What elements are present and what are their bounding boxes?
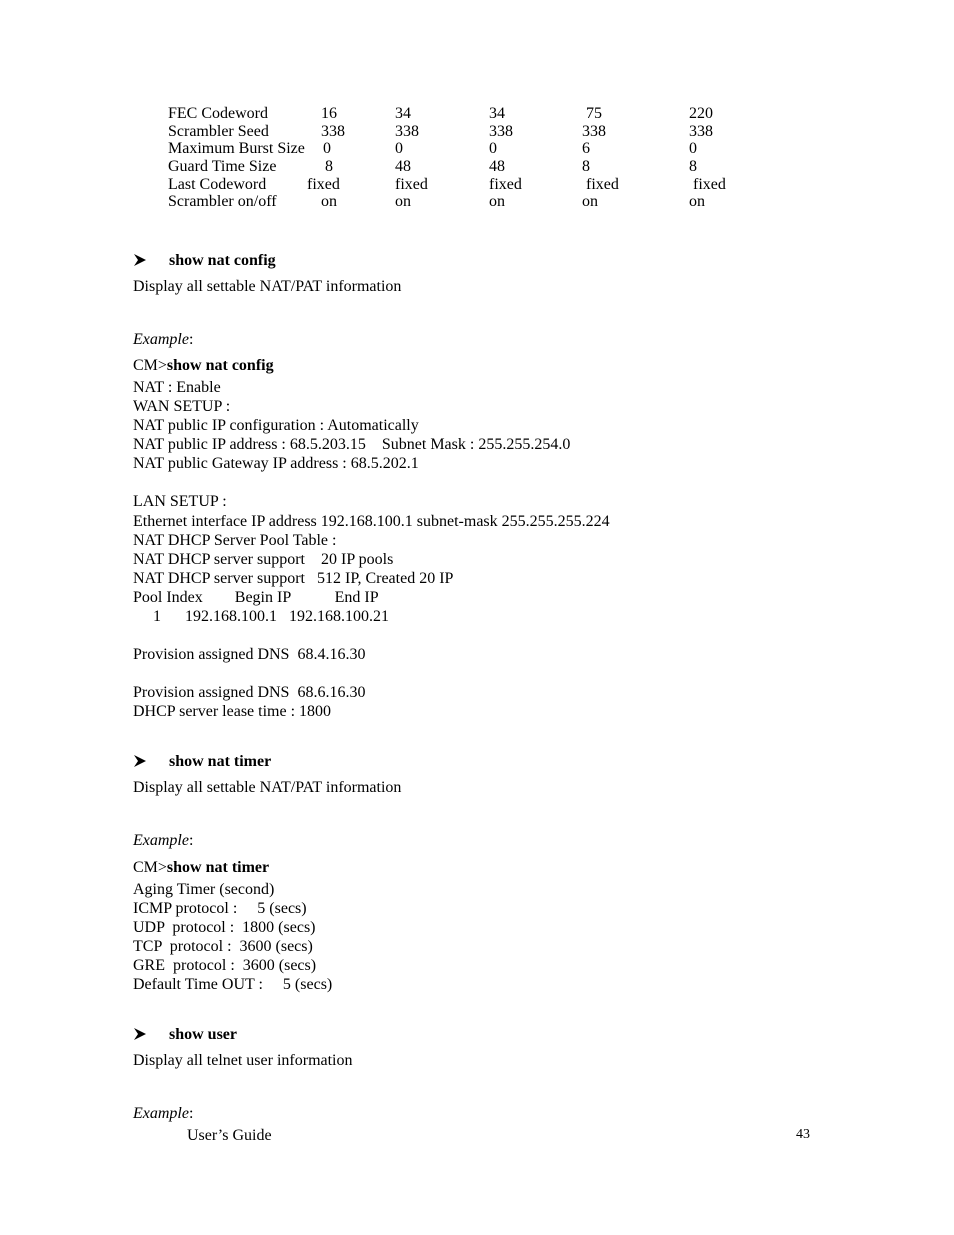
cell-value: on	[489, 193, 505, 210]
cell-value: 34	[395, 105, 411, 122]
example-label-line: Example:	[133, 331, 194, 348]
command-line	[133, 356, 274, 375]
cell-value: 0	[689, 140, 697, 157]
output-line: UDP protocol : 1800 (secs)	[133, 919, 316, 936]
row-label: Maximum Burst Size	[168, 140, 305, 157]
arrow-bullet-icon	[133, 252, 147, 268]
output-line: NAT DHCP Server Pool Table :	[133, 532, 337, 549]
output-line: NAT public Gateway IP address : 68.5.202.1	[133, 455, 419, 472]
cell-value: 0	[489, 140, 497, 157]
section-description: Display all telnet user information	[133, 1052, 353, 1069]
command-line	[133, 858, 269, 877]
section-heading: show nat config	[169, 252, 276, 269]
footer-title: User’s Guide	[187, 1127, 272, 1144]
row-label: Last Codeword	[168, 176, 267, 193]
cli-prompt: CM>	[133, 357, 167, 374]
output-line: 1 192.168.100.1 192.168.100.21	[133, 608, 389, 625]
cell-value: fixed	[586, 176, 619, 193]
output-line: TCP protocol : 3600 (secs)	[133, 938, 313, 955]
section-heading: show user	[169, 1026, 238, 1043]
output-line: NAT DHCP server support 20 IP pools	[133, 551, 394, 568]
output-line: NAT public IP configuration : Automatically	[133, 417, 419, 434]
output-line: Provision assigned DNS 68.4.16.30	[133, 646, 366, 663]
cell-value: on	[689, 193, 705, 210]
cell-value: 0	[395, 140, 403, 157]
table-row	[168, 157, 768, 175]
cell-value: 34	[489, 105, 505, 122]
cell-value: fixed	[693, 176, 726, 193]
cell-value: 6	[582, 140, 590, 157]
cell-value: 338	[489, 123, 513, 140]
cell-value: 0	[323, 140, 331, 157]
output-line: Ethernet interface IP address 192.168.100.1 subnet-mask 255.255.255.224	[133, 513, 610, 530]
table-row	[168, 175, 768, 193]
cell-value: 8	[689, 158, 697, 175]
output-line: NAT DHCP server support 512 IP, Created 20 IP	[133, 570, 454, 587]
cell-value: 338	[689, 123, 713, 140]
output-line: NAT : Enable	[133, 379, 221, 396]
output-line: DHCP server lease time : 1800	[133, 703, 332, 720]
cell-value: on	[321, 193, 337, 210]
example-label-line: Example:	[133, 1105, 194, 1122]
cell-value: fixed	[489, 176, 522, 193]
table-row	[168, 139, 768, 157]
cell-value: on	[582, 193, 598, 210]
output-line: WAN SETUP :	[133, 398, 231, 415]
cell-value: 8	[582, 158, 590, 175]
example-label: Example	[133, 331, 189, 348]
cell-value: fixed	[307, 176, 340, 193]
output-line: NAT public IP address : 68.5.203.15 Subnet Mask : 255.255.254.0	[133, 436, 571, 453]
row-label: Scrambler on/off	[168, 193, 277, 210]
cell-value: 338	[395, 123, 419, 140]
row-label: Scrambler Seed	[168, 123, 269, 140]
arrow-bullet-icon	[133, 753, 147, 769]
cell-value: 75	[586, 105, 602, 122]
cell-value: 8	[325, 158, 333, 175]
cell-value: 48	[489, 158, 505, 175]
output-line: Aging Timer (second)	[133, 881, 275, 898]
cell-value: 48	[395, 158, 411, 175]
cell-value: fixed	[395, 176, 428, 193]
output-line: LAN SETUP :	[133, 493, 227, 510]
section-description: Display all settable NAT/PAT information	[133, 278, 402, 295]
cli-command: show nat config	[166, 357, 274, 374]
output-line: Default Time OUT : 5 (secs)	[133, 976, 333, 993]
section-heading: show nat timer	[169, 753, 272, 770]
output-line: Pool Index Begin IP End IP	[133, 589, 379, 606]
cell-value: 220	[689, 105, 713, 122]
cli-prompt: CM>	[133, 859, 167, 876]
arrow-bullet-icon	[133, 1026, 147, 1042]
row-label: Guard Time Size	[168, 158, 277, 175]
table-row	[168, 104, 768, 122]
cell-value: 16	[321, 105, 337, 122]
page-number: 43	[796, 1127, 810, 1142]
example-label: Example	[133, 1105, 189, 1122]
table-row	[168, 122, 768, 140]
row-label: FEC Codeword	[168, 105, 268, 122]
example-label-line: Example:	[133, 832, 194, 849]
example-label: Example	[133, 832, 189, 849]
output-line: GRE protocol : 3600 (secs)	[133, 957, 317, 974]
output-line: Provision assigned DNS 68.6.16.30	[133, 684, 366, 701]
cell-value: on	[395, 193, 411, 210]
cli-command: show nat timer	[166, 859, 270, 876]
cell-value: 338	[321, 123, 345, 140]
output-line: ICMP protocol : 5 (secs)	[133, 900, 307, 917]
table-row	[168, 192, 768, 210]
cell-value: 338	[582, 123, 606, 140]
section-description: Display all settable NAT/PAT information	[133, 779, 402, 796]
